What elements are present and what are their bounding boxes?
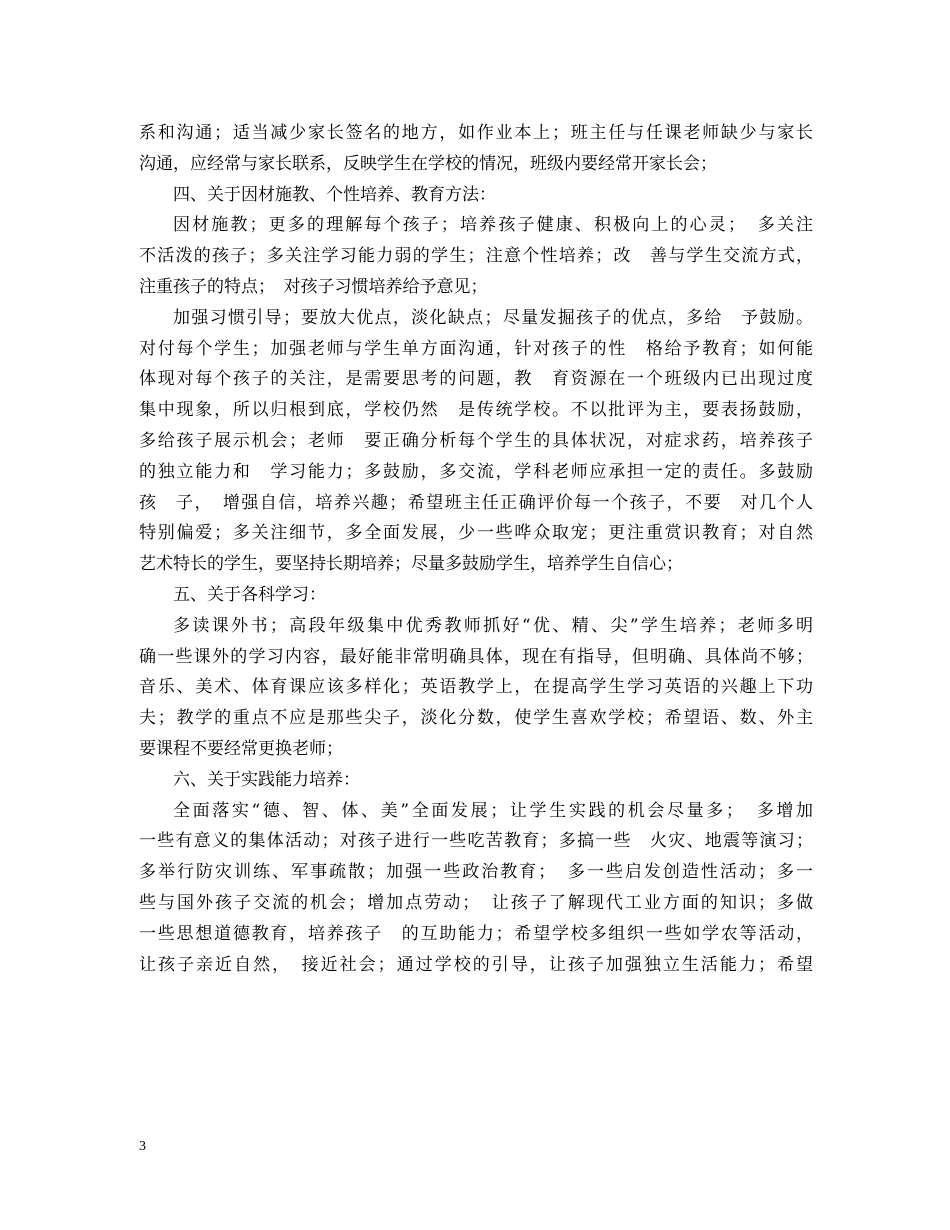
text-line: 要课程不要经常更换老师；: [139, 738, 343, 759]
paragraph-first-line: 多读课外书；高段年级集中优秀教师抓好“优、精、尖”学生培养；老师多明: [173, 615, 813, 636]
text-line: 注重孩子的特点； 对孩子习惯培养给予意见；: [139, 276, 488, 297]
text-line: 不活泼的孩子；多关注学习能力弱的学生；注意个性培养；改 善与学生交流方式，: [139, 246, 813, 267]
paragraph-first-line: 五、关于各科学习：: [173, 584, 326, 605]
text-line: 多给孩子展示机会；老师 要正确分析每个学生的具体状况，对症求药，培养孩子: [139, 430, 813, 451]
paragraph-first-line: 因材施教；更多的理解每个孩子；培养孩子健康、积极向上的心灵； 多关注: [173, 215, 813, 236]
text-line: 确一些课外的学习内容，最好能非常明确具体，现在有指导，但明确、具体尚不够；: [139, 646, 813, 667]
text-line: 一些有意义的集体活动；对孩子进行一些吃苦教育；多搞一些 火灾、地震等演习；: [139, 831, 813, 852]
text-line: 孩 子， 增强自信，培养兴趣；希望班主任正确评价每一个孩子，不要 对几个人: [139, 492, 813, 513]
text-line: 的独立能力和 学习能力；多鼓励，多交流，学科老师应承担一定的责任。多鼓励: [139, 461, 813, 482]
text-line: 音乐、美术、体育课应该多样化；英语教学上，在提高学生学习英语的兴趣上下功: [139, 677, 813, 698]
text-line: 夫；教学的重点不应是那些尖子，淡化分数，使学生喜欢学校；希望语、数、外主: [139, 708, 813, 729]
text-line: 特别偏爱；多关注细节，多全面发展，少一些哗众取宠；更注重赏识教育；对自然: [139, 523, 813, 544]
text-line: 一些思想道德教育，培养孩子 的互助能力；希望学校多组织一些如学农等活动，: [139, 923, 813, 944]
text-line: 对付每个学生；加强老师与学生单方面沟通，针对孩子的性 格给予教育；如何能: [139, 338, 813, 359]
text-line: 系和沟通；适当减少家长签名的地方，如作业本上；班主任与任课老师缺少与家长: [139, 123, 813, 143]
text-line: 沟通，应经常与家长联系，反映学生在学校的情况，班级内要经常开家长会；: [139, 153, 717, 174]
paragraph-first-line: 六、关于实践能力培养：: [173, 769, 360, 790]
paragraph-first-line: 加强习惯引导；要放大优点，淡化缺点；尽量发掘孩子的优点，多给 予鼓励。: [173, 307, 813, 328]
text-line: 多举行防灾训练、军事疏散；加强一些政治教育； 多一些启发创造性活动；多一: [139, 862, 813, 883]
text-line: 让孩子亲近自然， 接近社会；通过学校的引导，让孩子加强独立生活能力；希望: [139, 954, 813, 975]
text-line: 集中现象，所以归根到底，学校仍然 是传统学校。不以批评为主，要表扬鼓励，: [139, 400, 813, 421]
text-line: 体现对每个孩子的关注，是需要思考的问题，教 育资源在一个班级内已出现过度: [139, 369, 813, 390]
paragraph-first-line: 四、关于因材施教、个性培养、教育方法：: [173, 184, 496, 205]
text-line: 艺术特长的学生，要坚持长期培养；尽量多鼓励学生，培养学生自信心；: [139, 554, 683, 575]
text-line: 些与国外孩子交流的机会；增加点劳动； 让孩子了解现代工业方面的知识；多做: [139, 892, 813, 913]
paragraph-first-line: 全面落实“德、智、体、美”全面发展；让学生实践的机会尽量多； 多增加: [173, 800, 813, 821]
page-number: 3: [139, 1139, 146, 1154]
document-body: [139, 118, 813, 980]
